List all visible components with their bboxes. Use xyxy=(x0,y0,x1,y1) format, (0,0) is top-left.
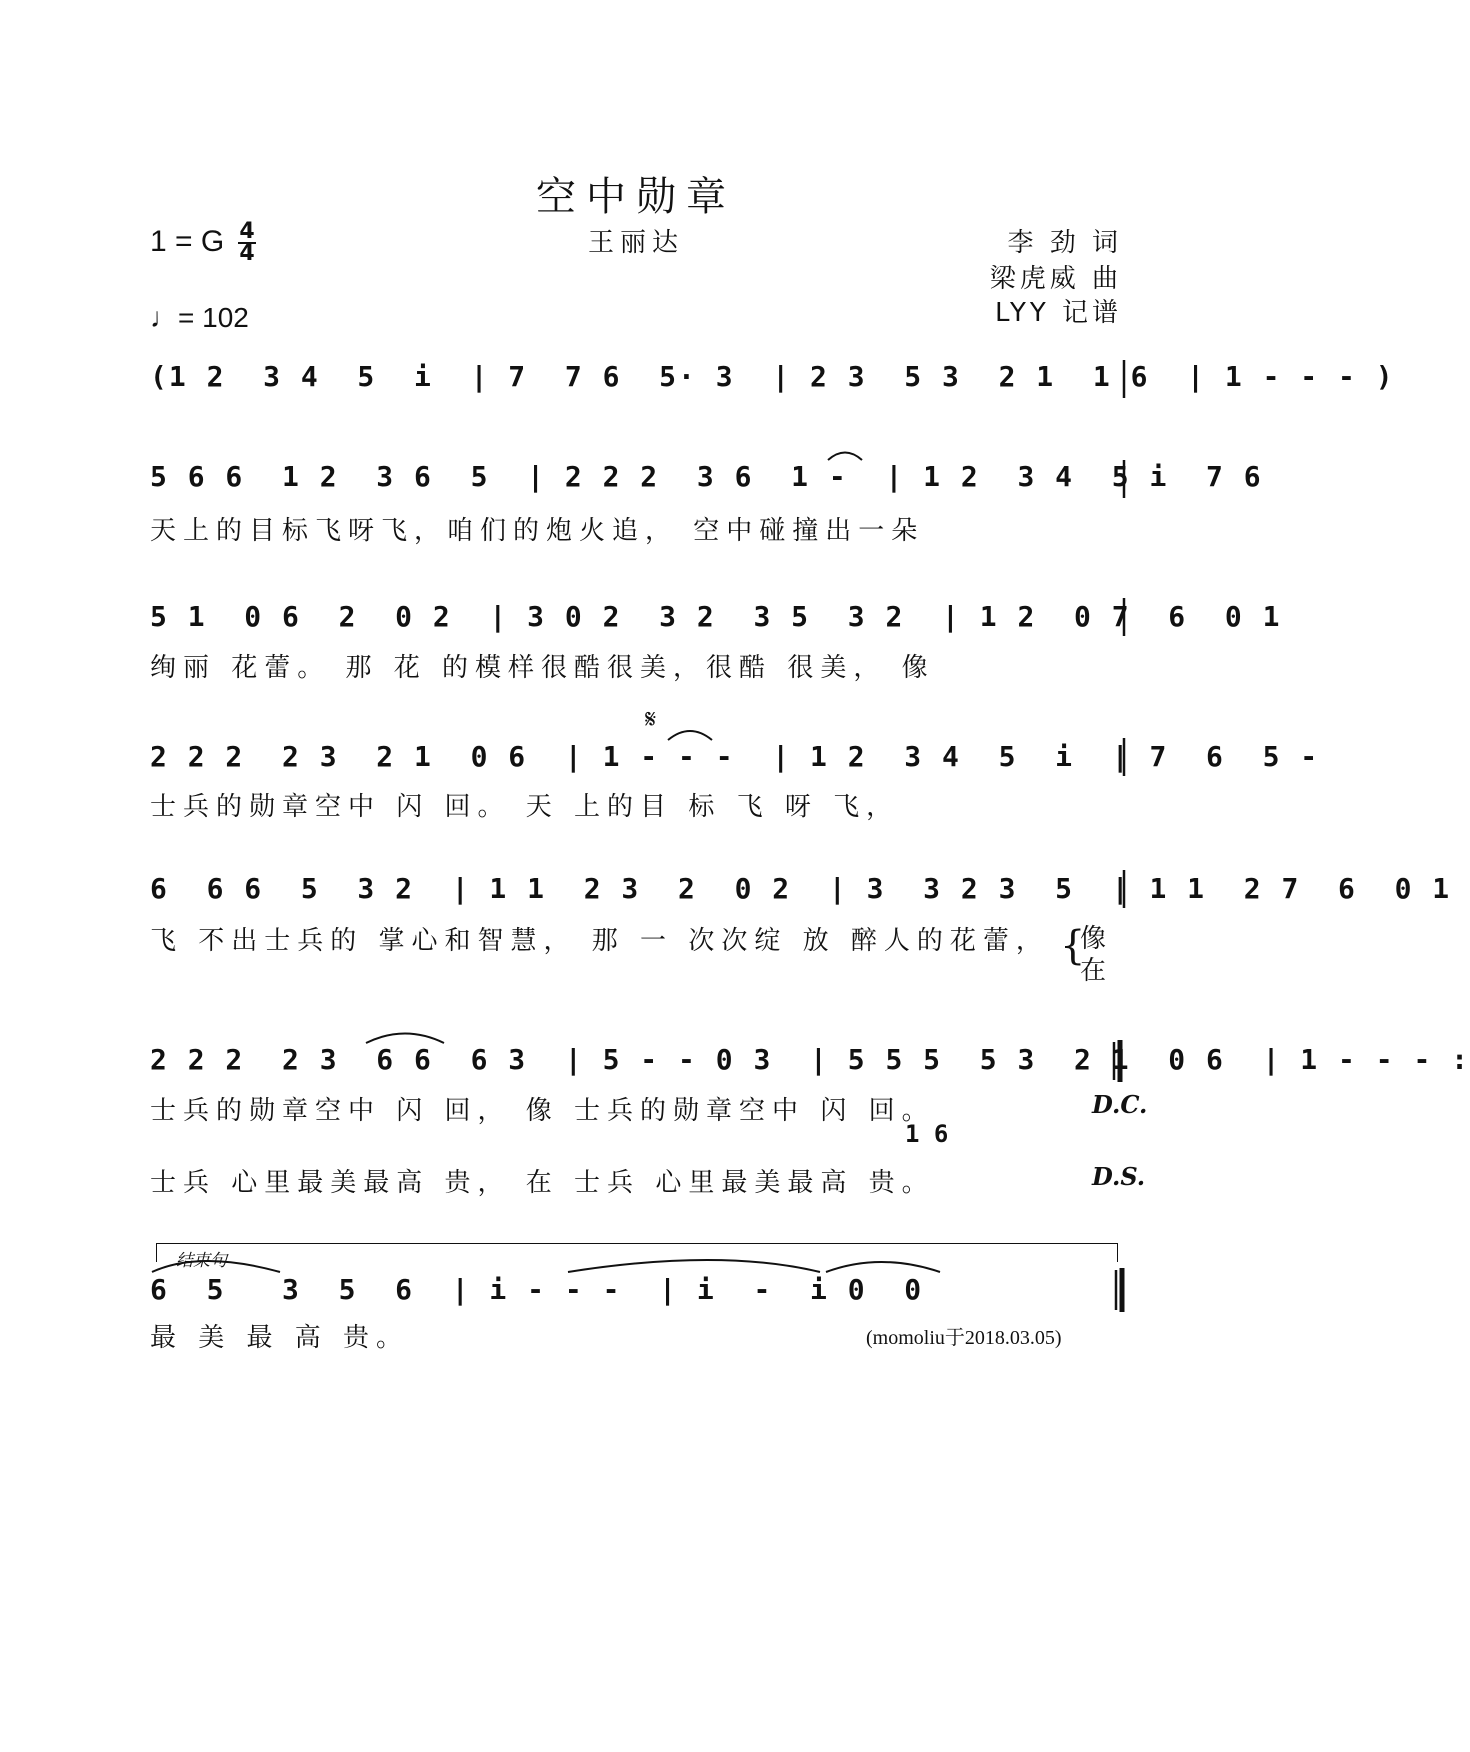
lyrics-line-5b: 士兵 心里最美最高 贵， 在 士兵 心里最美最高 贵。 xyxy=(150,1168,935,1198)
notes-line-1: 5 6 6 1 2 3 6 5 | 2 2 2 3 6 1 - | 1 2 3 4 5 i 7 6 xyxy=(150,460,1263,493)
footer-note: (momoliu于2018.03.05) xyxy=(866,1327,1062,1349)
lyricist-credit: 李 劲 词 xyxy=(1007,228,1122,258)
time-signature-bottom: 4 xyxy=(239,241,255,266)
slur xyxy=(366,1034,444,1044)
lyrics-line-4: 飞 不出士兵的 掌心和智慧， 那 一 次次绽 放 醉人的花蕾， xyxy=(150,926,1049,956)
section-label: 结束句 xyxy=(176,1251,227,1270)
slur xyxy=(152,1261,280,1272)
lyrics-line-6: 最 美 最 高 贵。 xyxy=(150,1323,410,1353)
quarter-note-icon: ♩ xyxy=(150,302,178,333)
key-signature: 1 = G xyxy=(150,225,225,258)
slur xyxy=(828,453,862,461)
notes-line-3: 2 2 2 2 3 2 1 0 6 | 1 - - - | 1 2 3 4 5 i | 7 6 5 - xyxy=(150,740,1320,773)
notes-line-5: 2 2 2 2 3 6 6 6 3 | 5 - - 0 3 | 5 5 5 5 3 2 1 0 6 | 1 - - - : xyxy=(150,1043,1470,1076)
tempo-value: = 102 xyxy=(178,302,249,333)
notes-line-0: (1 2 3 4 5 i | 7 7 6 5· 3 | 2 3 5 3 2 1 1 6 | 1 - - - ) xyxy=(150,360,1395,393)
ds-mark: D.S. xyxy=(1092,1162,1146,1191)
slur xyxy=(668,731,712,740)
lyrics-line-1: 天上的目标飞呀飞，咱们的炮火追， 空中碰撞出一朵 xyxy=(150,516,925,546)
composer-credit: 梁虎威 曲 xyxy=(989,264,1122,294)
slur xyxy=(826,1262,940,1272)
segno-sign: 𝄋 xyxy=(645,705,657,735)
singer-name: 王丽达 xyxy=(587,228,684,258)
notes-line-6: 6 5 3 5 6 | i - - - | i - i 0 0 xyxy=(150,1273,924,1306)
dc-mark: D.C. xyxy=(1092,1090,1148,1119)
brace: { xyxy=(1060,923,1086,969)
lyrics-line-3: 士兵的勋章空中 闪 回。 天 上的目 标 飞 呀 飞， xyxy=(150,792,900,822)
transcriber-credit: LYY 记谱 xyxy=(994,298,1122,328)
lyrics-line-5a: 士兵的勋章空中 闪 回， 像 士兵的勋章空中 闪 回。 xyxy=(150,1096,935,1126)
aside-lyric-2: 在 xyxy=(1080,956,1107,986)
alt-notes: 1 6 xyxy=(905,1120,949,1148)
aside-lyric-1: 像 xyxy=(1080,924,1107,954)
notes-line-2: 5 1 0 6 2 0 2 | 3 0 2 3 2 3 5 3 2 | 1 2 0 7 6 0 1 xyxy=(150,600,1282,633)
slur xyxy=(568,1260,820,1272)
song-title: 空中勋章 xyxy=(536,174,736,220)
lyrics-line-2: 绚丽 花蕾。 那 花 的模样很酷很美，很酷 很美， 像 xyxy=(150,653,935,683)
time-signature-top: 4 xyxy=(239,219,255,244)
notes-line-4: 6 6 6 5 3 2 | 1 1 2 3 2 0 2 | 3 3 2 3 5 | 1 1 2 7 6 0 1 xyxy=(150,872,1452,905)
